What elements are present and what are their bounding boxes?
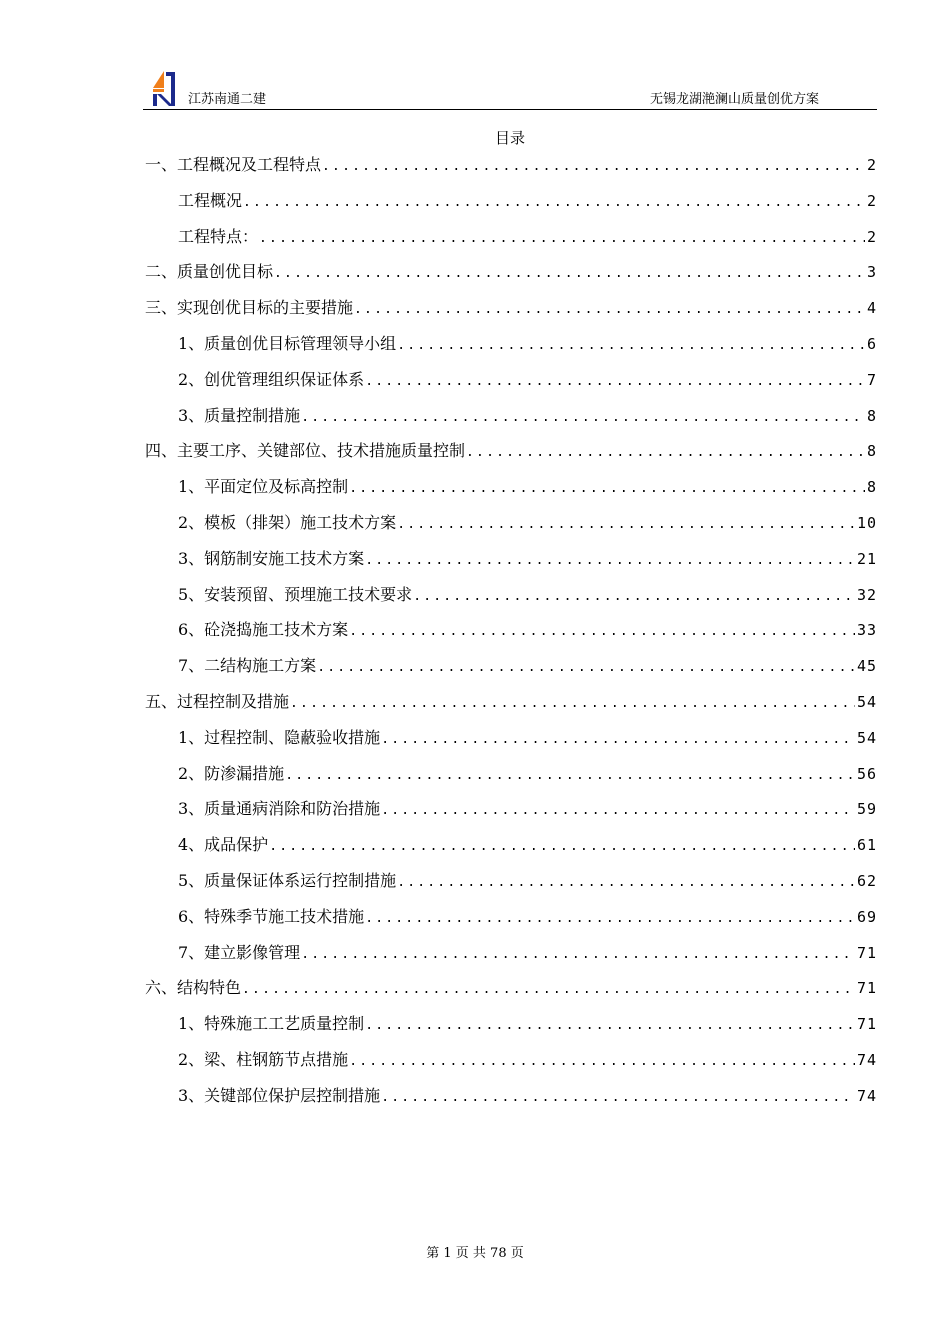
toc-leader-dots xyxy=(397,514,855,536)
toc-entry-label: 3、质量通病消除和防治措施 xyxy=(178,799,381,819)
header-rule xyxy=(143,109,877,110)
toc-entry[interactable] xyxy=(145,546,877,582)
toc-entry[interactable] xyxy=(145,152,877,188)
toc-entry-label: 1、特殊施工工艺质量控制 xyxy=(178,1014,365,1034)
toc-entry-page: 2 xyxy=(866,191,877,210)
toc-entry-page: 2 xyxy=(866,227,877,246)
toc-entry[interactable] xyxy=(145,259,877,295)
toc-entry-page: 8 xyxy=(866,478,877,497)
company-name: 江苏南通二建 xyxy=(188,92,267,107)
toc-leader-dots xyxy=(365,908,855,930)
logo-blue-left xyxy=(153,94,157,106)
toc-entry-page: 4 xyxy=(866,299,877,318)
toc-entry-label: 1、过程控制、隐蔽验收措施 xyxy=(178,727,381,747)
toc-entry-label: 4、成品保护 xyxy=(178,835,269,855)
toc-entry[interactable] xyxy=(145,224,877,260)
logo-orange-mark xyxy=(153,71,164,88)
toc-leader-dots xyxy=(397,872,855,894)
company-logo-icon xyxy=(151,68,181,106)
toc-entry-label: 2、防渗漏措施 xyxy=(178,763,285,783)
toc-entry-label: 5、安装预留、预埋施工技术要求 xyxy=(178,584,413,604)
toc-entry-page: 33 xyxy=(856,621,877,640)
toc-entry[interactable] xyxy=(145,904,877,940)
toc-entry[interactable] xyxy=(145,367,877,403)
toc-leader-dots xyxy=(413,586,855,608)
toc-leader-dots xyxy=(301,407,865,429)
toc-leader-dots xyxy=(322,156,865,178)
toc-leader-dots xyxy=(466,442,865,464)
toc-entry-page: 74 xyxy=(856,1086,877,1105)
toc-entry-page: 3 xyxy=(866,263,877,282)
toc-entry-page: 45 xyxy=(856,657,877,676)
toc-entry[interactable] xyxy=(145,295,877,331)
toc-title: 目录 xyxy=(494,129,525,147)
toc-entry[interactable] xyxy=(145,689,877,725)
toc-leader-dots xyxy=(259,228,865,250)
toc-entry-page: 10 xyxy=(856,513,877,532)
toc-leader-dots xyxy=(365,1015,855,1037)
toc-leader-dots xyxy=(381,800,855,822)
toc-leader-dots xyxy=(365,371,865,393)
toc-entry-label: 六、结构特色 xyxy=(145,978,242,998)
toc-entry[interactable] xyxy=(145,975,877,1011)
toc-leader-dots xyxy=(285,765,855,787)
toc-entry[interactable] xyxy=(145,474,877,510)
toc-entry[interactable] xyxy=(145,1047,877,1083)
toc-leader-dots xyxy=(397,335,865,357)
toc-leader-dots xyxy=(381,729,855,751)
toc-entry-page: 71 xyxy=(856,1015,877,1034)
toc-entry-page: 56 xyxy=(856,764,877,783)
toc-entry[interactable] xyxy=(145,832,877,868)
toc-entry-label: 四、主要工序、关键部位、技术措施质量控制 xyxy=(145,441,466,461)
toc-entry-label: 3、钢筋制安施工技术方案 xyxy=(178,548,365,568)
toc-entry[interactable] xyxy=(145,188,877,224)
toc-leader-dots xyxy=(290,693,855,715)
toc-entry[interactable] xyxy=(145,617,877,653)
toc-entry-label: 2、模板（排架）施工技术方案 xyxy=(178,512,397,532)
toc-leader-dots xyxy=(349,1051,855,1073)
toc-entry-page: 71 xyxy=(856,979,877,998)
toc-entry-page: 2 xyxy=(866,156,877,174)
toc-entry-label: 6、特殊季节施工技术措施 xyxy=(178,906,365,926)
toc-entry-page: 54 xyxy=(856,728,877,747)
toc-entry[interactable] xyxy=(145,868,877,904)
table-of-contents xyxy=(145,152,877,1119)
toc-leader-dots xyxy=(354,299,865,321)
toc-entry-page: 7 xyxy=(866,370,877,389)
toc-entry[interactable] xyxy=(145,582,877,618)
toc-entry[interactable] xyxy=(145,403,877,439)
toc-entry[interactable] xyxy=(145,796,877,832)
toc-entry[interactable] xyxy=(145,940,877,976)
toc-entry-label: 1、质量创优目标管理领导小组 xyxy=(178,333,397,353)
toc-entry[interactable] xyxy=(145,438,877,474)
toc-leader-dots xyxy=(317,657,855,679)
toc-leader-dots xyxy=(381,1087,855,1109)
document-title: 无锡龙湖滟澜山质量创优方案 xyxy=(649,92,819,107)
toc-entry-label: 工程概况 xyxy=(178,190,243,210)
toc-entry-label: 二、质量创优目标 xyxy=(145,262,274,282)
toc-entry-page: 6 xyxy=(866,334,877,353)
toc-entry-label: 1、平面定位及标高控制 xyxy=(178,477,349,497)
toc-entry[interactable] xyxy=(145,1083,877,1119)
toc-entry-label: 7、建立影像管理 xyxy=(178,942,301,962)
toc-entry-label: 五、过程控制及措施 xyxy=(145,691,290,711)
toc-entry[interactable] xyxy=(145,761,877,797)
toc-entry-label: 5、质量保证体系运行控制措施 xyxy=(178,870,397,890)
toc-entry[interactable] xyxy=(145,331,877,367)
toc-entry[interactable] xyxy=(145,725,877,761)
toc-entry-page: 32 xyxy=(856,585,877,604)
logo-blue-top xyxy=(166,72,175,76)
toc-entry-label: 一、工程概况及工程特点 xyxy=(145,155,322,174)
logo-blue-right xyxy=(171,72,175,106)
toc-leader-dots xyxy=(349,478,865,500)
toc-entry-page: 62 xyxy=(856,871,877,890)
toc-entry-page: 54 xyxy=(856,692,877,711)
toc-entry[interactable] xyxy=(145,653,877,689)
toc-entry-page: 8 xyxy=(866,406,877,425)
toc-entry-page: 21 xyxy=(856,549,877,568)
toc-entry-label: 三、实现创优目标的主要措施 xyxy=(145,298,354,318)
toc-entry-label: 工程特点： xyxy=(178,226,259,246)
toc-entry-label: 2、梁、柱钢筋节点措施 xyxy=(178,1049,349,1069)
toc-entry-label: 2、创优管理组织保证体系 xyxy=(178,369,365,389)
logo-orange-bar xyxy=(153,89,164,92)
toc-entry-page: 74 xyxy=(856,1050,877,1069)
toc-leader-dots xyxy=(274,263,865,285)
toc-leader-dots xyxy=(365,550,855,572)
toc-entry-label: 7、二结构施工方案 xyxy=(178,656,317,676)
toc-entry-page: 71 xyxy=(856,943,877,962)
toc-leader-dots xyxy=(301,944,855,966)
toc-entry-page: 69 xyxy=(856,907,877,926)
toc-entry-label: 3、质量控制措施 xyxy=(178,405,301,425)
toc-entry-page: 59 xyxy=(856,800,877,819)
toc-leader-dots xyxy=(349,621,855,643)
toc-leader-dots xyxy=(269,836,855,858)
logo-blue-diagonal xyxy=(157,94,173,106)
page-header xyxy=(143,68,877,112)
toc-entry-label: 6、砼浇捣施工技术方案 xyxy=(178,620,349,640)
toc-entry[interactable] xyxy=(145,510,877,546)
toc-leader-dots xyxy=(243,192,865,214)
page-footer: 第 1 页 共 78 页 xyxy=(426,1246,524,1261)
toc-leader-dots xyxy=(242,979,855,1001)
toc-entry-label: 3、关键部位保护层控制措施 xyxy=(178,1085,381,1105)
toc-entry-page: 61 xyxy=(856,836,877,855)
toc-entry-page: 8 xyxy=(866,442,877,461)
toc-entry[interactable] xyxy=(145,1011,877,1047)
